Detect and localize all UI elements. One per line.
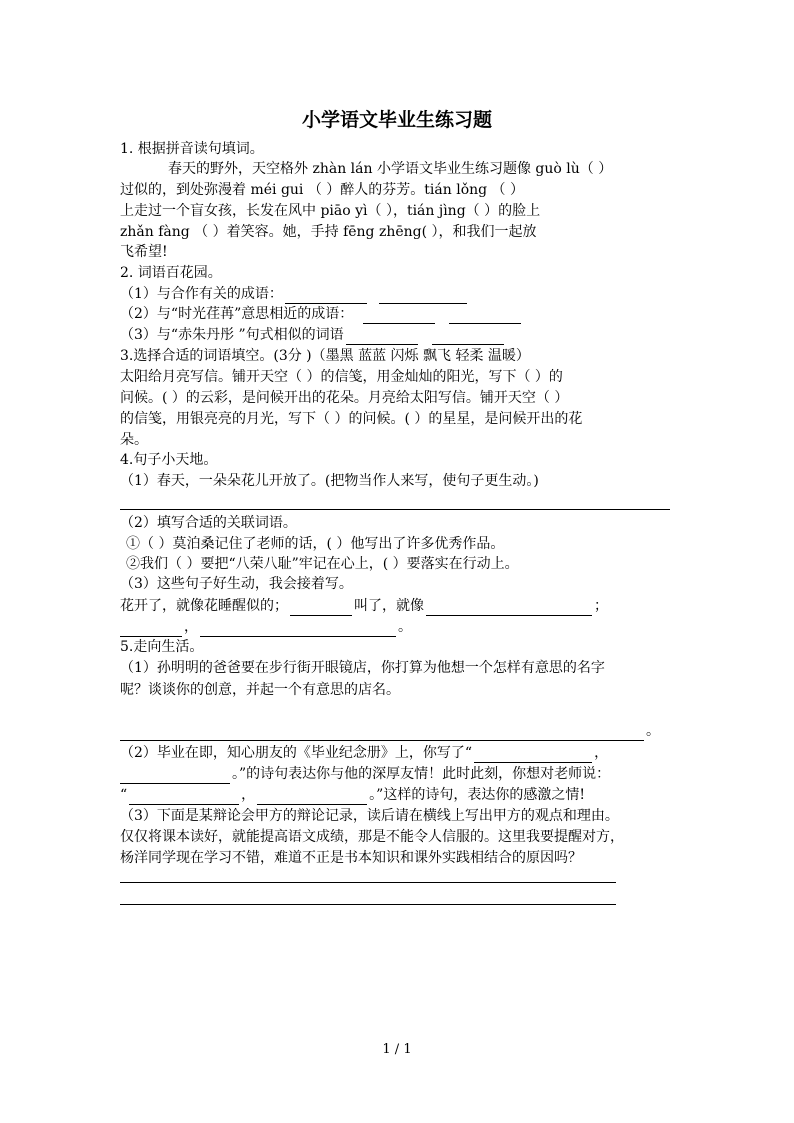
q5-para-1-answer — [120, 721, 660, 741]
q4-sentence-2: （2）填写合适的关联词语。 — [120, 515, 297, 531]
q5-p2c-open: “ — [120, 787, 128, 803]
q4-s3a-part2: 叫了，就像 — [354, 598, 424, 614]
q1-line-5: 飞希望! — [120, 244, 168, 260]
q2-item-3-text: （3）与“赤朱丹彤 ”句式相似的词语 — [120, 327, 344, 343]
q1-line-2: 过似的，到处弥漫着 méi gui （ ）醉人的芬芳。tián lǒng （ ） — [120, 182, 524, 198]
answer-blank[interactable] — [379, 288, 467, 304]
q2-item-2 — [120, 304, 523, 324]
q4-s3b-comma: ， — [184, 619, 198, 635]
q4-sentence-2b: ②我们（ ）要把“八荣八耻”牢记在心上，( ）要落实在行动上。 — [126, 556, 519, 572]
q5-para-2c — [120, 785, 585, 805]
q5-para-3b: 仅仅将课本读好，就能提高语文成绩，那是不能令人信服的。这里我要提醒对方， — [120, 829, 624, 845]
answer-blank[interactable] — [129, 789, 239, 805]
answer-blank[interactable] — [449, 308, 521, 324]
q5-heading: 5.走向生活。 — [120, 639, 204, 655]
answer-blank[interactable] — [285, 288, 367, 304]
q5-para-2b — [120, 764, 610, 784]
q1-line-3: 上走过一个盲女孩，长发在风中 piāo yì（ ），tián jìng（ ）的脸上 — [120, 203, 541, 219]
q4-sentence-1: （1）春天，一朵朵花儿开放了。(把物当作人来写，使句子更生动。) — [120, 473, 539, 489]
q5-para-3c: 杨洋同学现在学习不错，难道不正是书本知识和课外实践相结合的原因吗？ — [120, 850, 582, 866]
q1-heading: 1. 根据拼音读句填词。 — [120, 141, 264, 157]
q5-p2c-comma: ， — [241, 787, 256, 803]
q2-item-3 — [120, 325, 506, 345]
q5-p2b-text: 。”的诗句表达你与他的深厚友情！此时此刻，你想对老师说： — [232, 766, 611, 782]
q4-sentence-3b — [120, 617, 412, 637]
q4-sentence-3a — [120, 596, 608, 616]
page-title: 小学语文毕业生练习题 — [301, 109, 492, 131]
answer-blank[interactable] — [200, 621, 396, 637]
answer-blank[interactable] — [120, 725, 644, 741]
q3-line-3: 的信笺，用银亮亮的月光，写下（ ）的问候。( ）的星星，是问候开出的花 — [120, 411, 583, 427]
q3-line-1: 太阳给月亮写信。铺开天空（ ）的信笺，用金灿灿的阳光，写下（ ）的 — [120, 369, 563, 385]
answer-blank[interactable] — [432, 329, 504, 345]
answer-line[interactable] — [120, 904, 616, 905]
page-number: 1 / 1 — [382, 1042, 412, 1057]
q2-item-1 — [120, 284, 469, 304]
q5-p2a-comma: ， — [594, 745, 609, 761]
q4-sentence-2a: ①（ ）莫泊桑记住了老师的话，( ）他写出了许多优秀作品。 — [126, 536, 505, 552]
q3-line-4: 朵。 — [120, 432, 148, 448]
q5-para-1a: （1）孙明明的爸爸要在步行街开眼镜店，你打算为他想一个怎样有意思的名字 — [120, 660, 605, 676]
q1-line-1: 春天的野外，天空格外 zhàn lán 小学语文毕业生练习题像 guò lù（ ） — [168, 161, 613, 177]
q5-para-2a — [120, 743, 608, 763]
q3-line-2: 问候。( ）的云彩，是问候开出的花朵。月亮给太阳写信。铺开天空（ ） — [120, 390, 569, 406]
answer-blank[interactable] — [363, 308, 435, 324]
answer-blank[interactable] — [257, 789, 367, 805]
q4-s3a-part3: ； — [594, 598, 608, 614]
answer-blank[interactable] — [120, 768, 230, 784]
answer-line[interactable] — [120, 882, 616, 883]
q3-heading: 3.选择合适的词语填空。(3分 )（墨黑 蓝蓝 闪烁 飘飞 轻柔 温暖） — [120, 348, 530, 364]
q2-heading: 2. 词语百花园。 — [120, 265, 222, 281]
q2-item-1-text: （1）与合作有关的成语： — [120, 286, 283, 302]
q4-s3b-period: 。 — [398, 619, 412, 635]
answer-line[interactable] — [120, 509, 670, 510]
q2-item-2-text: （2）与“时光荏苒”意思相近的成语： — [120, 306, 354, 322]
answer-blank[interactable] — [474, 747, 592, 763]
q5-p2a-text: （2）毕业在即，知心朋友的《毕业纪念册》上，你写了“ — [120, 745, 473, 761]
q4-sentence-3: （3）这些句子好生动，我会接着写。 — [120, 576, 353, 592]
q5-p2c-close: 。”这样的诗句，表达你的感激之情! — [369, 787, 585, 803]
answer-blank[interactable] — [290, 600, 352, 616]
q5-para-1b: 呢？谈谈你的创意，并起一个有意思的店名。 — [120, 682, 400, 698]
answer-blank[interactable] — [120, 621, 182, 637]
answer-blank[interactable] — [346, 329, 418, 345]
q4-s3a-part1: 花开了，就像花睡醒似的； — [120, 598, 288, 614]
q1-line-4: zhǎn fàng （ ）着笑容。她，手持 fēng zhēng( ），和我们一起放 — [120, 224, 537, 240]
answer-blank[interactable] — [426, 600, 592, 616]
q5-p1-end: 。 — [646, 723, 660, 739]
q5-para-3a: （3）下面是某辩论会甲方的辩论记录，读后请在横线上写出甲方的观点和理由。 — [120, 808, 619, 824]
q4-heading: 4.句子小天地。 — [120, 452, 218, 468]
